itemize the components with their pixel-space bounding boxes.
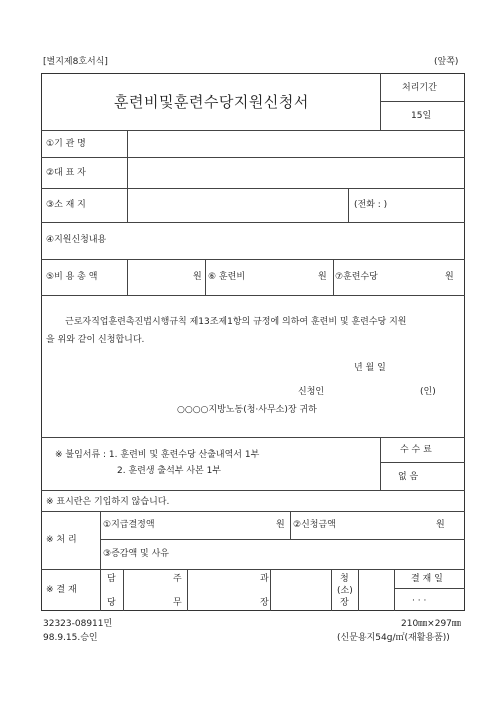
divider: [394, 588, 465, 589]
approval-staff-top: 담: [107, 574, 116, 584]
divider: [270, 569, 271, 611]
seal-label: (인): [420, 387, 436, 397]
divider: [290, 511, 291, 539]
approval-date-note: 98.9.15.승인: [43, 633, 98, 643]
address-label: ③소 재 지: [46, 200, 86, 210]
divider: [41, 157, 465, 158]
approval-date-label: 결 재 일: [411, 574, 443, 584]
representative-label: ②대 표 자: [46, 168, 86, 178]
divider: [41, 130, 465, 131]
divider: [205, 259, 206, 295]
approval-chief-bottom: 장: [260, 598, 269, 608]
total-cost-label: ⑤비 용 총 액: [46, 272, 98, 282]
form-note: ※ 표시란은 기입하지 않습니다.: [46, 497, 170, 507]
divider: [100, 539, 465, 540]
phone-field: (전화 : ): [354, 200, 388, 210]
date-line: 년 월 일: [354, 363, 386, 373]
divider: [41, 437, 465, 438]
approval-date-value: · · ·: [412, 596, 427, 606]
divider: [100, 511, 101, 611]
form-number: [별지제8호서식]: [43, 57, 108, 67]
training-allowance-label: ⑦훈련수당: [335, 272, 378, 282]
form-title: 훈련비및훈련수당지원신청서: [114, 93, 309, 111]
divider: [41, 511, 465, 512]
processing-period-value: 15일: [411, 111, 432, 121]
requested-amount-label: ②신청금액: [293, 520, 336, 530]
approval-officer-bottom: 무: [173, 598, 182, 608]
divider: [41, 259, 465, 260]
fee-value: 없 음: [398, 472, 419, 482]
divider: [127, 259, 128, 295]
approval-head-bottom: 장: [340, 598, 349, 608]
divider: [41, 295, 465, 296]
divider: [331, 569, 332, 611]
divider: [358, 569, 359, 611]
form-code: 32323-08911민: [43, 619, 113, 629]
divider: [127, 130, 128, 222]
paper-type: (신문용지54g/㎡(재활용품)): [337, 633, 450, 643]
divider: [348, 188, 349, 222]
approval-head-mid: (소): [337, 586, 353, 596]
won-unit: 원: [436, 520, 445, 530]
won-unit: 원: [445, 272, 454, 282]
attachments-line2: 2. 훈련생 출석부 사본 1부: [117, 466, 222, 476]
divider: [380, 73, 381, 130]
divider: [41, 188, 465, 189]
page-side-label: (앞쪽): [434, 57, 459, 67]
approval-officer-top: 주: [173, 574, 182, 584]
change-reason-label: ③증감액 및 사유: [103, 549, 169, 559]
applicant-label: 신청인: [298, 387, 325, 397]
addressee: ○○○○지방노동(청·사무소)장 귀하: [177, 405, 317, 415]
application-text-line2: 을 위와 같이 신청합니다.: [46, 335, 145, 345]
training-fee-label: ⑥ 훈련비: [208, 272, 246, 282]
attachments-line1: ※ 불임서류 : 1. 훈련비 및 훈련수당 산출내역서 1부: [55, 450, 260, 460]
fee-label: 수 수 료: [400, 445, 432, 455]
won-unit: 원: [276, 520, 285, 530]
divider: [123, 569, 124, 611]
divider: [333, 259, 334, 295]
decided-amount-label: ①지급결정액: [103, 520, 155, 530]
divider: [380, 462, 465, 463]
approval-chief-top: 과: [260, 574, 269, 584]
divider: [41, 222, 465, 223]
divider: [380, 101, 465, 102]
divider: [394, 569, 395, 611]
divider: [41, 490, 465, 491]
divider: [187, 569, 188, 611]
approval-staff-bottom: 당: [107, 598, 116, 608]
approval-head-top: 청: [340, 574, 349, 584]
won-unit: 원: [318, 272, 327, 282]
institution-label: ①기 관 명: [46, 139, 86, 149]
processing-label: ※ 처 리: [46, 535, 77, 545]
approval-label: ※ 결 재: [46, 585, 77, 595]
processing-period-label: 처리기간: [402, 83, 437, 93]
paper-size: 210㎜×297㎜: [401, 619, 461, 629]
divider: [41, 569, 465, 570]
divider: [380, 437, 381, 490]
application-text-line1: 근로자직업훈련촉진법시행규칙 제13조제1항의 규정에 의하여 훈련비 및 훈련수당 지원: [65, 317, 407, 327]
won-unit: 원: [193, 272, 202, 282]
request-content-label: ④지원신청내용: [46, 235, 107, 245]
